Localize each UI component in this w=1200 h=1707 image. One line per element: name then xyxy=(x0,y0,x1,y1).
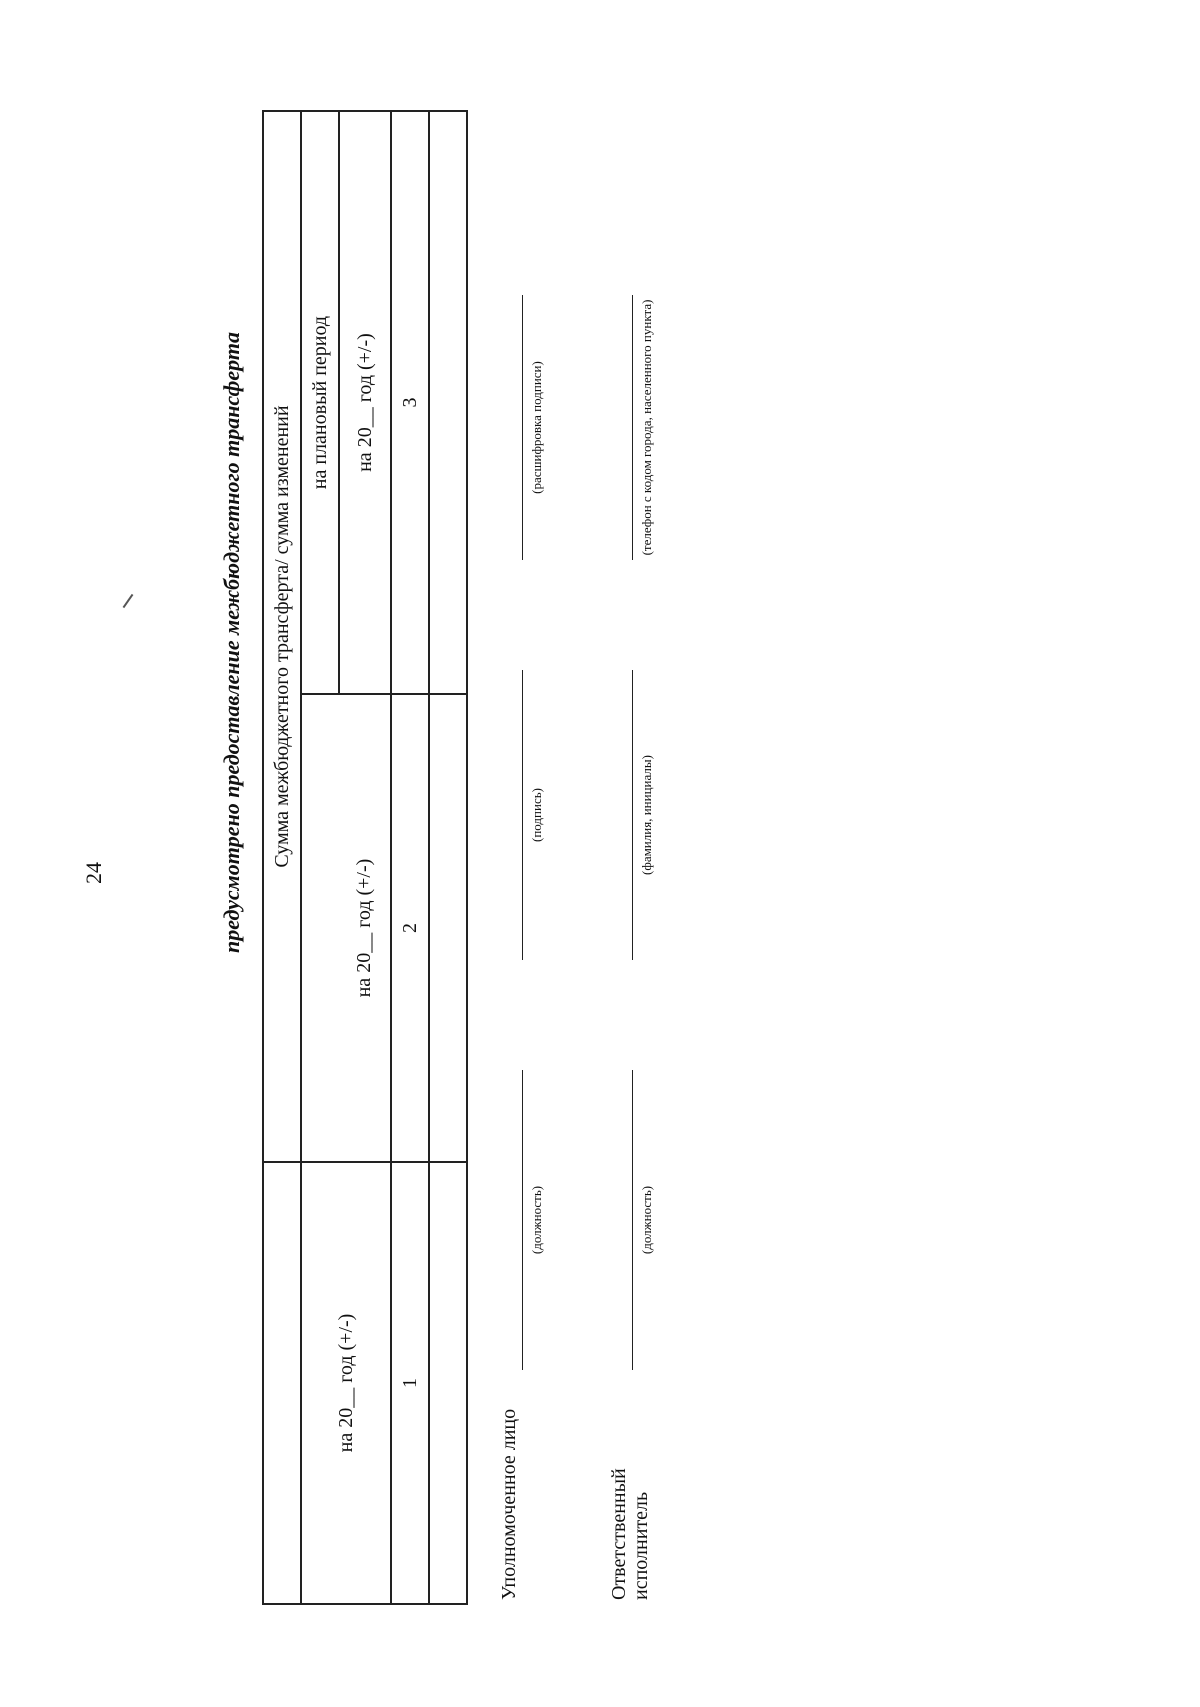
column-header-2: на 20__ год (+/-) xyxy=(339,694,391,1162)
page-number: 24 xyxy=(81,862,106,884)
document-title: предусмотрено предоставление межбюджетного трансферта xyxy=(219,332,244,953)
position-field: (должность) xyxy=(522,1070,544,1370)
column-header-1: на 20__ год (+/-) xyxy=(301,1162,391,1604)
planned-period-header: на плановый период xyxy=(301,111,339,694)
pen-mark xyxy=(123,594,134,608)
responsible-executor-label-line2: исполнитель xyxy=(630,1491,652,1600)
authorized-person-label: Уполномоченное лицо xyxy=(498,1408,520,1600)
executor-name-field: (фамилия, инициалы) xyxy=(632,670,654,960)
table-corner-cell xyxy=(263,1162,301,1604)
column-number-3: 3 xyxy=(391,111,429,694)
group-header: Сумма межбюджетного трансферта/ сумма изменений xyxy=(263,111,301,1162)
transfer-table xyxy=(262,110,467,1605)
signature-transcript-field: (расшифровка подписи) xyxy=(522,295,544,560)
responsible-executor-label xyxy=(608,1468,652,1600)
column-number-1: 1 xyxy=(391,1162,429,1604)
column-header-3: на 20__ год (+/-) xyxy=(339,111,391,694)
transfer-table-grid xyxy=(262,110,468,1605)
signature-field: (подпись) xyxy=(522,670,544,960)
empty-cell xyxy=(429,111,467,694)
authorized-person-row xyxy=(490,105,600,1600)
column-number-2: 2 xyxy=(391,694,429,1162)
responsible-executor-row xyxy=(600,105,710,1600)
executor-phone-field: (телефон с кодом города, населенного пункта) xyxy=(632,295,654,560)
signature-block xyxy=(490,105,710,1600)
empty-cell xyxy=(429,1162,467,1604)
empty-cell xyxy=(429,694,467,1162)
responsible-executor-label-line1: Ответственный xyxy=(608,1468,630,1600)
executor-position-field: (должность) xyxy=(632,1070,654,1370)
header-spacer xyxy=(301,694,339,1162)
